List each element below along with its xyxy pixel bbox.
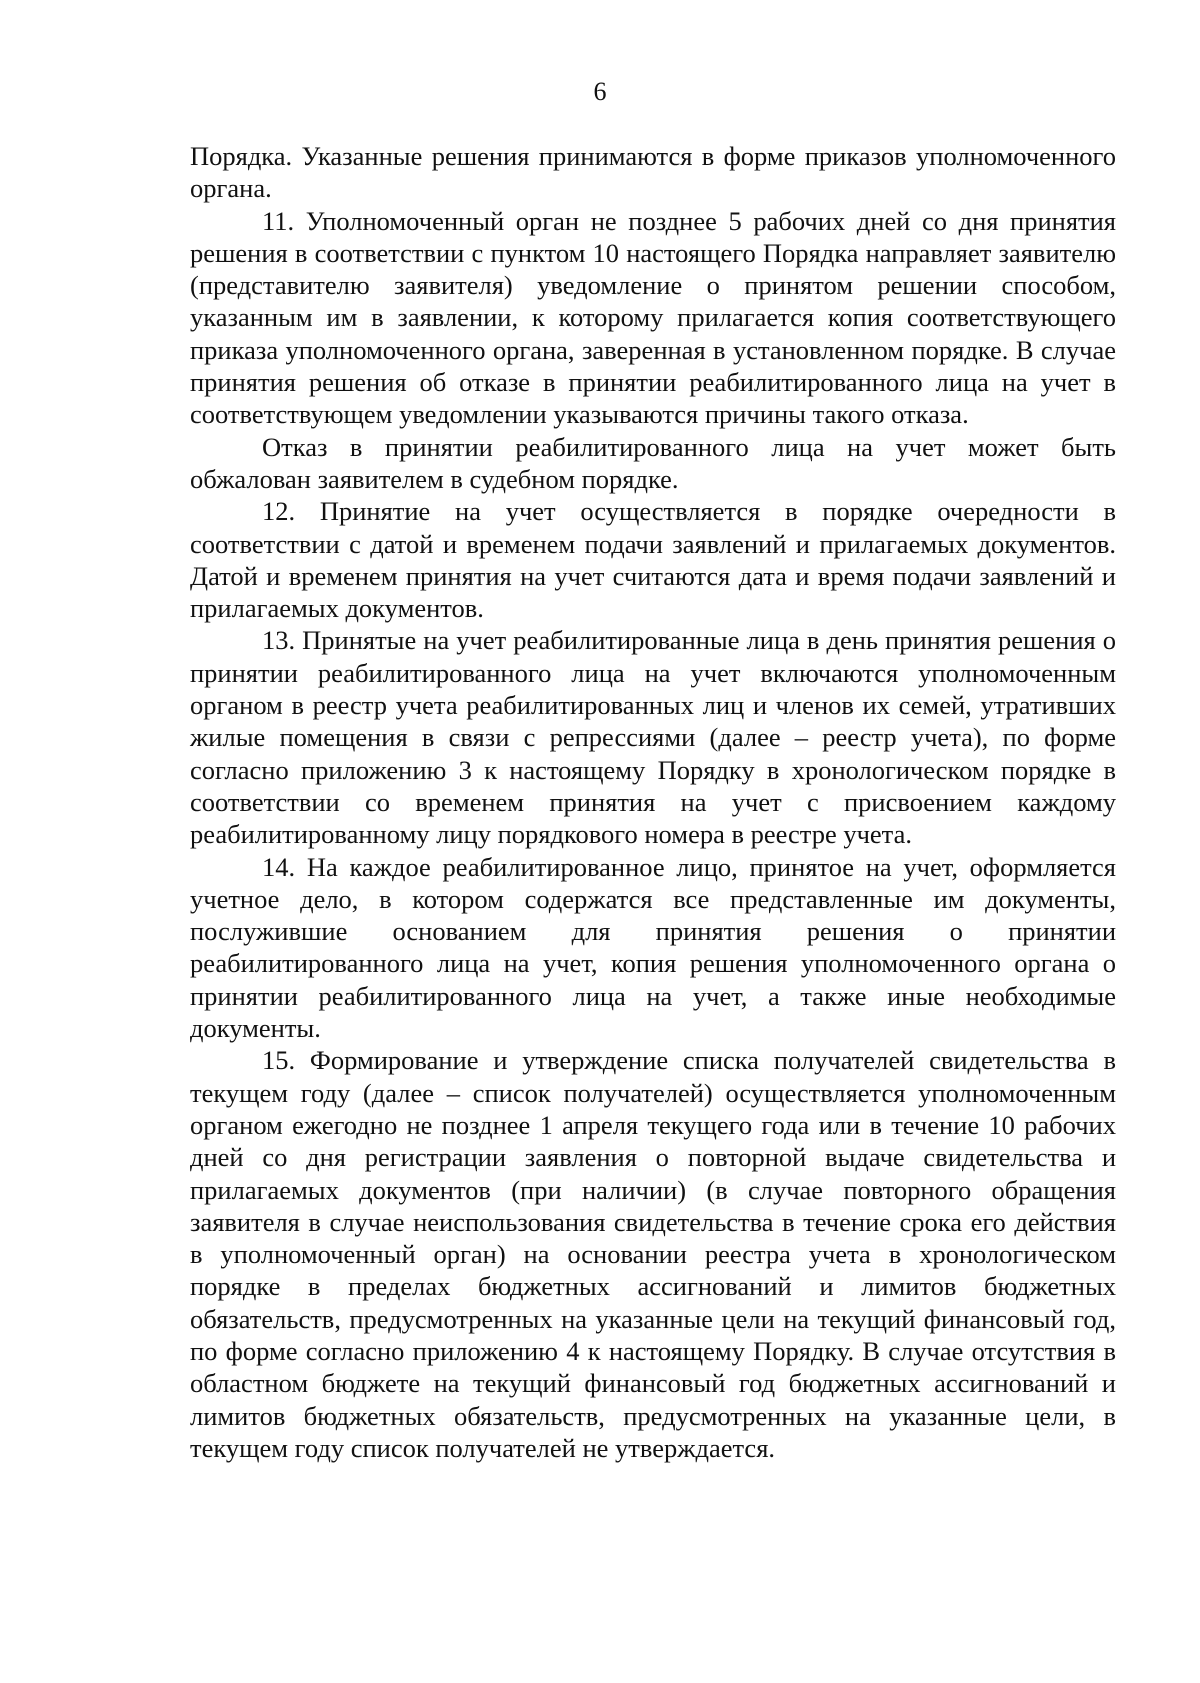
paragraph-item-15: 15. Формирование и утверждение списка получателей свидетельства в текущем году (далее – список получателей) осуществляется уполномоченным органом ежегодно не позднее 1 апреля текущего года или в течение 10 рабочих дней со дня регистрации заявления о повторной выдаче свидетельства и прилагаемых документов (при наличии) (в случае повторного обращения заявителя в случае неиспользования свидетельства в течение срока его действия в уполномоченный орган) на основании реестра учета в хронологическом порядке в пределах бюджетных ассигнований и лимитов бюджетных обязательств, предусмотренных на указанные цели на текущий финансовый год, по форме согласно приложению 4 к настоящему Порядку. В случае отсутствия в областном бюджете на текущий финансовый год бюджетных ассигнований и лимитов бюджетных обязательств, предусмотренных на указанные цели, в текущем году список получателей не утверждается. bbox=[190, 1045, 1116, 1463]
paragraph-item-14: 14. На каждое реабилитированное лицо, принятое на учет, оформляется учетное дело, в котором содержатся все представленные им документы, послужившие основанием для принятия решения о принятии реабилитированного лица на учет, копия решения уполномоченного органа о принятии реабилитированного лица на учет, а также иные необходимые документы. bbox=[190, 851, 1116, 1044]
paragraph-item-12: 12. Принятие на учет осуществляется в порядке очередности в соответствии с датой и временем подачи заявлений и прилагаемых документов. Датой и временем принятия на учет считаются дата и время подачи заявлений и прилагаемых документов. bbox=[190, 496, 1116, 624]
paragraph-item-13: 13. Принятые на учет реабилитированные лица в день принятия решения о принятии реабилитированного лица на учет включаются уполномоченным органом в реестр учета реабилитированных лиц и членов их семей, утративших жилые помещения в связи с репрессиями (далее – реестр учета), по форме согласно приложению 3 к настоящему Порядку в хронологическом порядке в соответствии со временем принятия на учет с присвоением каждому реабилитированному лицу порядкового номера в реестре учета. bbox=[190, 625, 1116, 850]
paragraph-item-11: 11. Уполномоченный орган не позднее 5 рабочих дней со дня принятия решения в соответствии с пунктом 10 настоящего Порядка направляет заявителю (представителю заявителя) уведомление о принятом решении способом, указанным им в заявлении, к которому прилагается копия соответствующего приказа уполномоченного органа, заверенная в установленном порядке. В случае принятия решения об отказе в принятии реабилитированного лица на учет в соответствующем уведомлении указываются причины такого отказа. bbox=[190, 205, 1116, 430]
paragraph-appeal: Отказ в принятии реабилитированного лица на учет может быть обжалован заявителем в судебном порядке. bbox=[190, 431, 1116, 494]
document-body bbox=[190, 140, 1116, 1464]
page-number: 6 bbox=[593, 77, 607, 106]
paragraph-continuation: Порядка. Указанные решения принимаются в форме приказов уполномоченного органа. bbox=[190, 141, 1116, 204]
